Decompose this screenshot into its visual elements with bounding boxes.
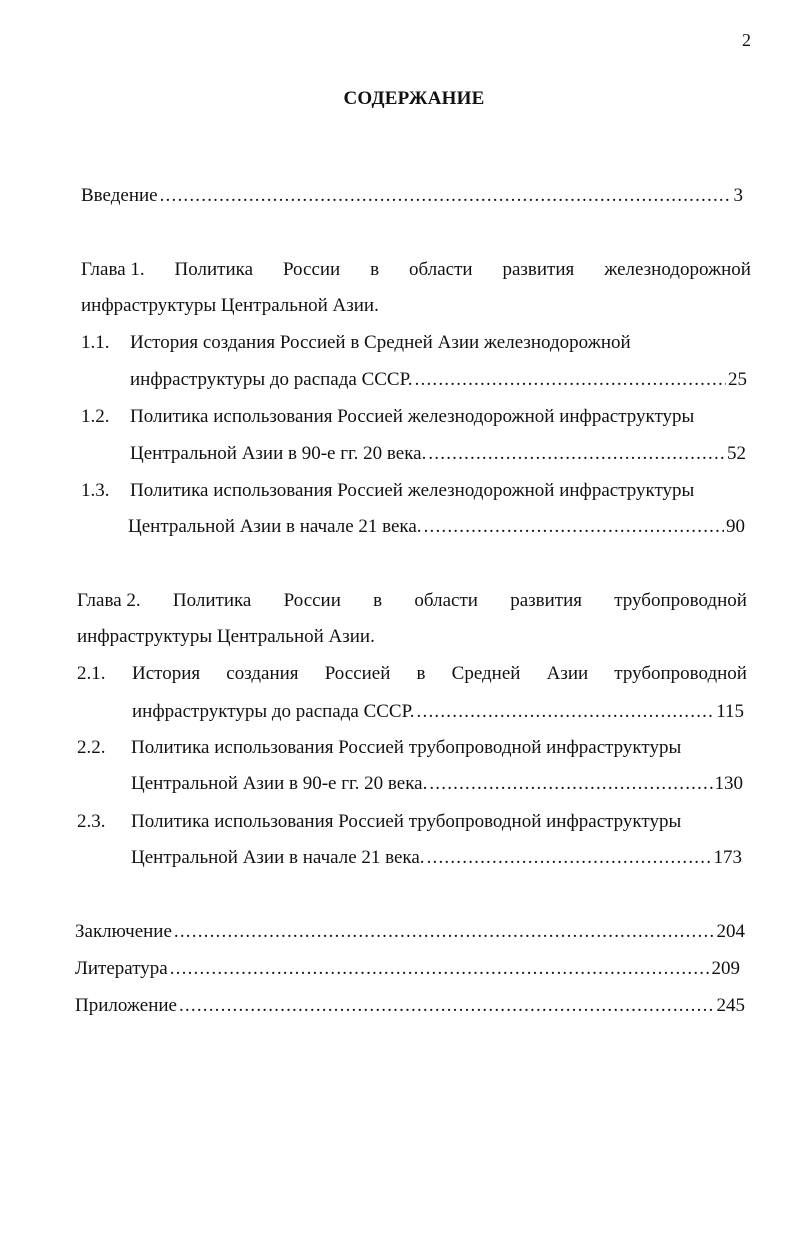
section-1-3-title[interactable]: Политика использования Россией железнодорожной инфраструктуры: [130, 480, 695, 501]
heading-word: Глава 2.: [77, 590, 141, 611]
title-word: Азии: [546, 663, 589, 684]
section-number: 2.3.: [77, 811, 106, 832]
toc-entry-page: 204: [716, 921, 745, 942]
toc-entry-page: 115: [716, 701, 744, 722]
toc-entry-intro[interactable]: [81, 184, 743, 208]
toc-entry-1-2[interactable]: [130, 442, 746, 466]
dot-leader: [427, 846, 712, 870]
title-word: в: [416, 663, 426, 684]
title-word: Средней: [451, 663, 521, 684]
toc-entry-label: Литература: [75, 958, 168, 979]
heading-word: Глава 1.: [81, 259, 145, 280]
toc-entry-literature[interactable]: [75, 957, 740, 981]
chapter-2-heading-line2: инфраструктуры Центральной Азии.: [77, 626, 375, 647]
heading-word: трубопроводной: [614, 590, 747, 611]
toc-entry-label: Центральной Азии в начале 21 века.: [131, 847, 425, 868]
toc-entry-label: Заключение: [75, 921, 172, 942]
heading-word: железнодорожной: [604, 259, 751, 280]
section-2-3-title[interactable]: Политика использования Россией трубопроводной инфраструктуры: [131, 811, 682, 832]
heading-word: развития: [510, 590, 582, 611]
section-2-1-title[interactable]: [132, 662, 747, 686]
title-word: Россией: [324, 663, 391, 684]
toc-entry-label: Введение: [81, 185, 158, 206]
heading-word: области: [414, 590, 478, 611]
toc-entry-2-3[interactable]: [131, 846, 742, 870]
heading-word: развития: [502, 259, 575, 280]
heading-word: России: [282, 259, 341, 280]
toc-entry-page: 25: [728, 369, 747, 390]
toc-entry-page: 3: [733, 185, 743, 206]
section-2-2-title[interactable]: Политика использования Россией трубопроводной инфраструктуры: [131, 737, 682, 758]
section-number: 2.1.: [77, 663, 106, 684]
dot-leader: [170, 957, 710, 981]
toc-entry-1-1[interactable]: [130, 368, 747, 392]
section-number: 2.2.: [77, 737, 106, 758]
section-number: 1.1.: [81, 332, 110, 353]
toc-entry-conclusion[interactable]: [75, 920, 745, 944]
heading-word: Политика: [172, 590, 252, 611]
toc-entry-2-1[interactable]: [132, 700, 744, 724]
section-1-2-title[interactable]: Политика использования Россией железнодорожной инфраструктуры: [130, 406, 695, 427]
toc-entry-label: Центральной Азии в начале 21 века.: [128, 516, 422, 537]
dot-leader: [429, 772, 712, 796]
dot-leader: [179, 994, 715, 1018]
dot-leader: [160, 184, 732, 208]
toc-entry-page: 52: [727, 443, 746, 464]
heading-word: в: [373, 590, 383, 611]
section-number: 1.2.: [81, 406, 110, 427]
toc-title: СОДЕРЖАНИЕ: [343, 88, 485, 109]
toc-entry-page: 90: [726, 516, 745, 537]
title-word: История: [132, 663, 201, 684]
dot-leader: [428, 442, 725, 466]
dot-leader: [415, 368, 726, 392]
chapter-2-heading[interactable]: [77, 589, 747, 613]
heading-word: в: [370, 259, 380, 280]
toc-entry-label: Приложение: [75, 995, 177, 1016]
toc-entry-appendix[interactable]: [75, 994, 745, 1018]
dot-leader: [417, 700, 715, 724]
page-number: 2: [742, 30, 751, 50]
toc-entry-label: инфраструктуры до распада СССР.: [132, 701, 415, 722]
heading-word: Политика: [174, 259, 254, 280]
section-number: 1.3.: [81, 480, 110, 501]
section-1-1-title[interactable]: История создания Россией в Средней Азии железнодорожной: [130, 332, 631, 353]
heading-word: области: [409, 259, 473, 280]
toc-entry-page: 173: [713, 847, 742, 868]
title-word: создания: [226, 663, 299, 684]
toc-entry-label: Центральной Азии в 90-е гг. 20 века.: [131, 773, 428, 794]
dot-leader: [174, 920, 715, 944]
toc-entry-page: 209: [711, 958, 740, 979]
toc-entry-label: инфраструктуры до распада СССР.: [130, 369, 413, 390]
toc-entry-1-3[interactable]: [128, 515, 745, 539]
toc-entry-page: 130: [714, 773, 743, 794]
title-word: трубопроводной: [614, 663, 747, 684]
toc-entry-page: 245: [716, 995, 745, 1016]
heading-word: России: [283, 590, 341, 611]
dot-leader: [424, 515, 724, 539]
toc-entry-label: Центральной Азии в 90-е гг. 20 века.: [130, 443, 427, 464]
toc-entry-2-2[interactable]: [131, 772, 743, 796]
chapter-1-heading[interactable]: [81, 258, 751, 282]
chapter-1-heading-line2: инфраструктуры Центральной Азии.: [81, 295, 379, 316]
